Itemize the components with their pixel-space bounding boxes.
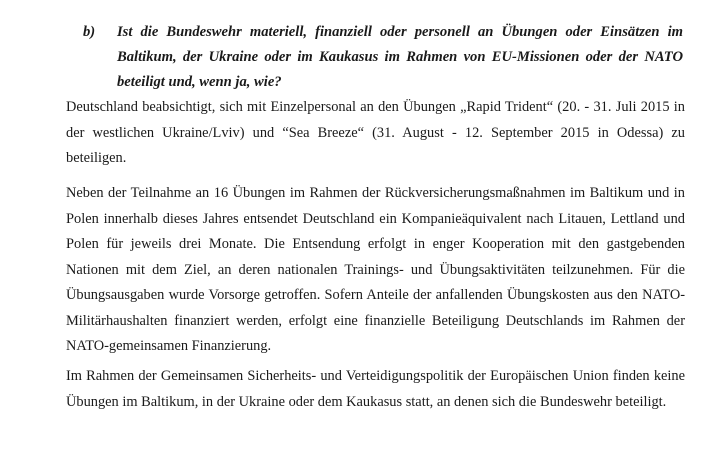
answer-paragraph-exercises: Deutschland beabsichtigt, sich mit Einzelpersonal an den Übungen „Rapid Trident“ (20. - 31. Juli 2015 in der westlichen Ukraine/Lviv) und “Sea Breeze“ (31. August - 12. September 2015 in Odessa) zu beteiligen. (66, 99, 685, 166)
answer-paragraph-eu-policy: Im Rahmen der Gemeinsamen Sicherheits- und Verteidigungspolitik der Europäischen Union finden keine Übungen im Baltikum, in der Ukraine oder dem Kaukasus statt, an denen sich die Bundeswehr beteiligt. (66, 368, 685, 410)
answer-paragraph-baltic-deployment: Neben der Teilnahme an 16 Übungen im Rahmen der Rückversicherungsmaßnahmen im Baltikum und in Polen innerhalb dieses Jahres entsendet Deutschland ein Kompanieäquivalent nach Litauen, Lettland und Polen für jeweils drei Monate. Die Entsendung erfolgt in enger Kooperation mit den gastgebenden Nationen mit dem Ziel, an deren nationalen Trainings- und Übungsaktivitäten teilzunehmen. Für die Übungsausgaben wurde Vorsorge getroffen. Sofern Anteile der anfallenden Übungskosten aus den NATO-Militärhaushalten finanziert werden, erfolgt eine finanzielle Beteiligung Deutschlands im Rahmen der NATO-gemeinsamen Finanzierung. (66, 185, 685, 354)
question-block (83, 20, 683, 95)
question-text: Ist die Bundeswehr materiell, finanziell oder personell an Übungen oder Einsätzen im Baltikum, der Ukraine oder im Kaukasus im Rahmen von EU-Missionen oder der NATO beteiligt und, wenn ja, wie? (117, 24, 683, 90)
question-label: b) (83, 24, 96, 40)
